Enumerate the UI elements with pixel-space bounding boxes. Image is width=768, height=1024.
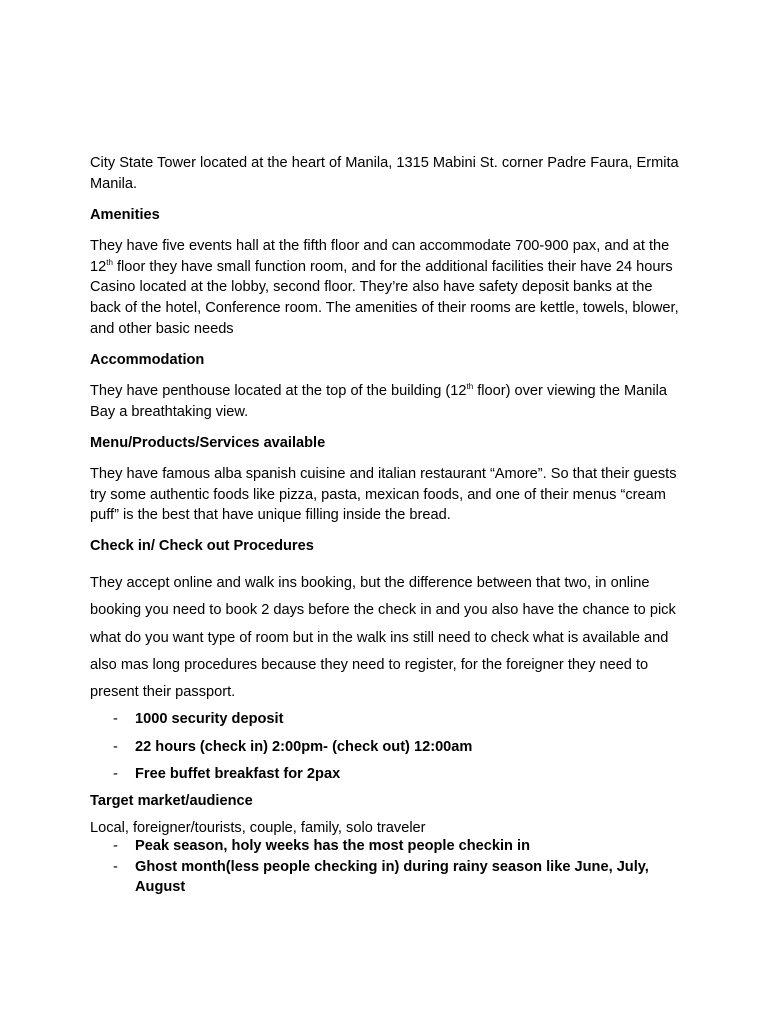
- list-item: [90, 857, 682, 898]
- bullet-dash: -: [113, 837, 118, 854]
- checkin-paragraph: They accept online and walk ins booking, but the difference between that two, in online booking you need to book 2 days before the check in and you also have the chance to pick what do you want type of room but in the walk ins still need to check what is available and also mas long procedures because they need to register, for the foreigner they need to present their passport.: [90, 575, 676, 700]
- bullet-dash: -: [113, 858, 118, 875]
- bullet-dash: -: [113, 738, 118, 755]
- menu-paragraph: They have famous alba spanish cuisine and italian restaurant “Amore”. So that their guests try some authentic foods like pizza, pasta, mexican foods, and one of their menus “cream puff” is the best that have unique filling inside the bread.: [90, 465, 677, 524]
- target-bullet-list: [90, 836, 682, 898]
- list-item: [90, 709, 682, 730]
- bullet-dash: -: [113, 766, 118, 783]
- amenities-heading: Amenities: [90, 206, 160, 223]
- amenities-paragraph: [90, 236, 682, 340]
- checkin-bullet-text: 22 hours (check in) 2:00pm- (check out) 12:00am: [135, 738, 473, 755]
- menu-heading: Menu/Products/Services available: [90, 434, 326, 451]
- target-bullet-text: Ghost month(less people checking in) during rainy season like June, July, August: [135, 858, 649, 896]
- amenities-text-part-1: They have five events hall at the fifth floor and can accommodate 700-900 pax, and at the 12: [90, 237, 670, 275]
- amenities-text-part-2: floor they have small function room, and for the additional facilities their have 24 hours Casino located at the lobby, second floor. They’re also have safety deposit banks at the back of the hotel, Conference room. The amenities of their rooms are kettle, towels, blower, and other basic needs: [90, 258, 679, 337]
- accommodation-text-part-1: They have penthouse located at the top of the building (12: [90, 382, 467, 399]
- list-item: [90, 737, 682, 758]
- accommodation-ordinal-suffix: th: [466, 382, 474, 392]
- checkin-bullet-list: [90, 709, 682, 785]
- target-heading: Target market/audience: [90, 793, 253, 810]
- target-paragraph: Local, foreigner/tourists, couple, family, solo traveler: [90, 820, 426, 837]
- checkin-bullet-text: Free buffet breakfast for 2pax: [135, 766, 341, 783]
- checkin-bullet-text: 1000 security deposit: [135, 711, 284, 728]
- bullet-dash: -: [113, 711, 118, 728]
- list-item: [90, 764, 682, 785]
- intro-paragraph: City State Tower located at the heart of Manila, 1315 Mabini St. corner Padre Faura, Ermita Manila.: [90, 155, 679, 192]
- list-item: [90, 836, 682, 857]
- amenities-ordinal-suffix: th: [106, 257, 113, 267]
- checkin-heading: Check in/ Check out Procedures: [90, 538, 314, 555]
- accommodation-heading: Accommodation: [90, 351, 205, 368]
- document-page: [90, 153, 682, 898]
- target-bullet-text: Peak season, holy weeks has the most people checkin in: [135, 837, 530, 854]
- accommodation-paragraph: [90, 381, 682, 422]
- accommodation-text-part-2: floor) over viewing the Manila Bay a breathtaking view.: [90, 382, 667, 420]
